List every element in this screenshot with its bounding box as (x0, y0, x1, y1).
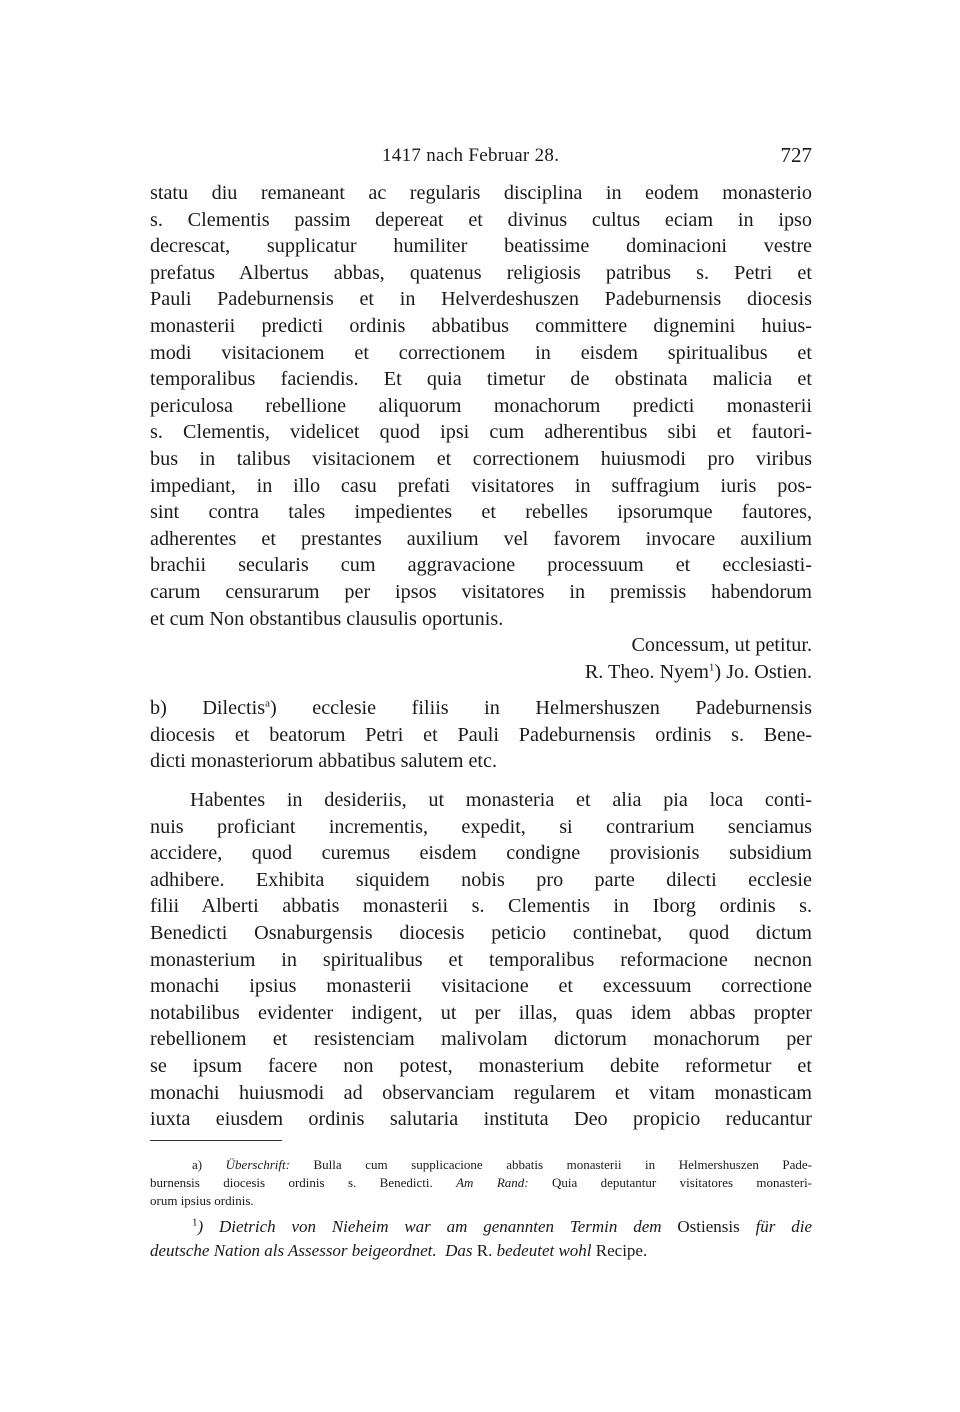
text-line: notabilibus evidenter indigent, ut per illas, quas idem abbas propter (150, 1001, 812, 1024)
concessum-line: Concessum, ut petitur. (631, 634, 812, 657)
address-text: ) ecclesie filiis in Helmershuszen Padeburnensis (270, 697, 812, 720)
address-line (150, 695, 812, 722)
text-line: Habentes in desideriis, ut monasteria et alia pia loca conti- (190, 789, 812, 812)
footnote-line (150, 1239, 812, 1263)
footnote-text: Bulla cum supplicacione abbatis monasterii in Helmershuszen Pade- (313, 1157, 812, 1172)
text-line: statu diu remaneant ac regularis disciplina in eodem monasterio (150, 182, 812, 204)
text-line: decrescat, supplicatur humiliter beatissime dominacioni vestre (150, 235, 812, 258)
footnote-italic: Das (445, 1241, 473, 1260)
footnote-text: Recipe. (595, 1241, 648, 1260)
address-lead: b) Dilectis (150, 697, 266, 720)
signature-text: ) Jo. Ostien. (714, 660, 812, 683)
footnote-italic: Am Rand: (456, 1175, 529, 1190)
text-line: brachii secularis cum aggravacione processuum et ecclesiasti- (150, 554, 812, 577)
text-line: sint contra tales impedientes et rebelles ipsorumque fautores, (150, 501, 812, 524)
text-line: monasterii predicti ordinis abbatibus committere dignemini huius- (150, 314, 812, 337)
text-line: Pauli Padeburnensis et in Helverdeshuszen Padeburnensis diocesis (150, 288, 812, 311)
main-text (150, 180, 812, 1133)
footnote-italic: deutsche Nation als Assessor beigeordnet. (150, 1241, 437, 1260)
text-line: nuis proficiant incrementis, expedit, si contrarium senciamus (150, 815, 812, 838)
text-line: monachi huiusmodi ad observanciam regularem et vitam monasticam (150, 1081, 812, 1104)
address-line: dicti monasteriorum abbatibus salutem etc. (150, 750, 498, 773)
text-line: periculosa rebellione aliquorum monachorum predicti monasterii (150, 394, 812, 417)
footnote-1 (150, 1215, 812, 1263)
text-line: modi visitacionem et correctionem in eisdem spiritualibus et (150, 341, 812, 364)
text-line: se ipsum facere non potest, monasterium debite reformetur et (150, 1055, 812, 1077)
footnote-line (150, 1156, 812, 1174)
text-line: monachi ipsius monasterii visitacione et excessuum correctione (150, 975, 812, 998)
footnote-mark: a (265, 697, 271, 710)
text-line: adhibere. Exhibita siquidem nobis pro parte dilecti ecclesie (150, 868, 812, 891)
text-line: s. Clementis, videlicet quod ipsi cum adherentibus sibi et fautori- (150, 421, 812, 444)
text-line: filii Alberti abbatis monasterii s. Clementis in Iborg ordinis s. (150, 895, 812, 918)
running-head-title: 1417 nach Februar 28. (382, 145, 560, 166)
text-line: monasterium in spiritualibus et temporalibus reformacione necnon (150, 948, 812, 971)
footnote-divider (150, 1140, 282, 1141)
footnote-label: a) (192, 1157, 203, 1172)
text-line: Benedicti Osnaburgensis diocesis peticio continebat, quod dictum (150, 922, 812, 945)
footnote-text: burnensis diocesis ordinis s. Benedicti. (150, 1175, 433, 1190)
text-line: impediant, in illo casu prefati visitatores in suffragium iuris pos- (150, 474, 812, 497)
footnote-line (150, 1174, 812, 1192)
footnote-text: Ostiensis (677, 1217, 740, 1236)
footnote-italic: für die (755, 1217, 812, 1236)
text-line: carum censurarum per ipsos visitatores in premissis habendorum (150, 580, 812, 603)
spacer (150, 775, 812, 787)
text-line: temporalibus faciendis. Et quia timetur de obstinata malicia et (150, 368, 812, 391)
text-line: bus in talibus visitacionem et correctionem huiusmodi pro viribus (150, 447, 812, 470)
text-line: et cum Non obstantibus clausulis oportunis. (150, 607, 504, 630)
text-line: accidere, quod curemus eisdem condigne provisionis subsidium (150, 842, 812, 865)
footnote-italic: Überschrift: (225, 1157, 290, 1172)
footnote-italic: bedeutet wohl (496, 1241, 592, 1260)
text-line: s. Clementis passim depereat et divinus cultus eciam in ipso (150, 208, 812, 231)
footnote-line: orum ipsius ordinis. (150, 1193, 254, 1208)
spacer (150, 685, 812, 695)
footnote-mark: 1 (192, 1216, 198, 1229)
footnote-text: R. (476, 1241, 493, 1260)
signature-text: R. Theo. Nyem (584, 660, 709, 683)
address-line: diocesis et beatorum Petri et Pauli Padeburnensis ordinis s. Bene- (150, 723, 812, 746)
text-line: adherentes et prestantes auxilium vel favorem invocare auxilium (150, 527, 812, 550)
text-line: rebellionem et resistenciam malivolam dictorum monachorum per (150, 1028, 812, 1051)
footnote-a (150, 1156, 812, 1210)
signature-line (150, 659, 812, 686)
text-line: prefatus Albertus abbas, quatenus religiosis patribus s. Petri et (150, 261, 812, 284)
text-line: iuxta eiusdem ordinis salutaria instituta Deo propicio reducantur (150, 1108, 812, 1131)
footnote-text: Quia deputantur visitatores monasteri- (551, 1175, 813, 1190)
footnote-italic: ) Dietrich von Nieheim war am genannten Termin dem (197, 1217, 662, 1236)
footnote-mark: 1 (708, 660, 715, 673)
running-header (150, 143, 812, 171)
footnote-line (150, 1215, 812, 1239)
page-number: 727 (780, 143, 812, 167)
